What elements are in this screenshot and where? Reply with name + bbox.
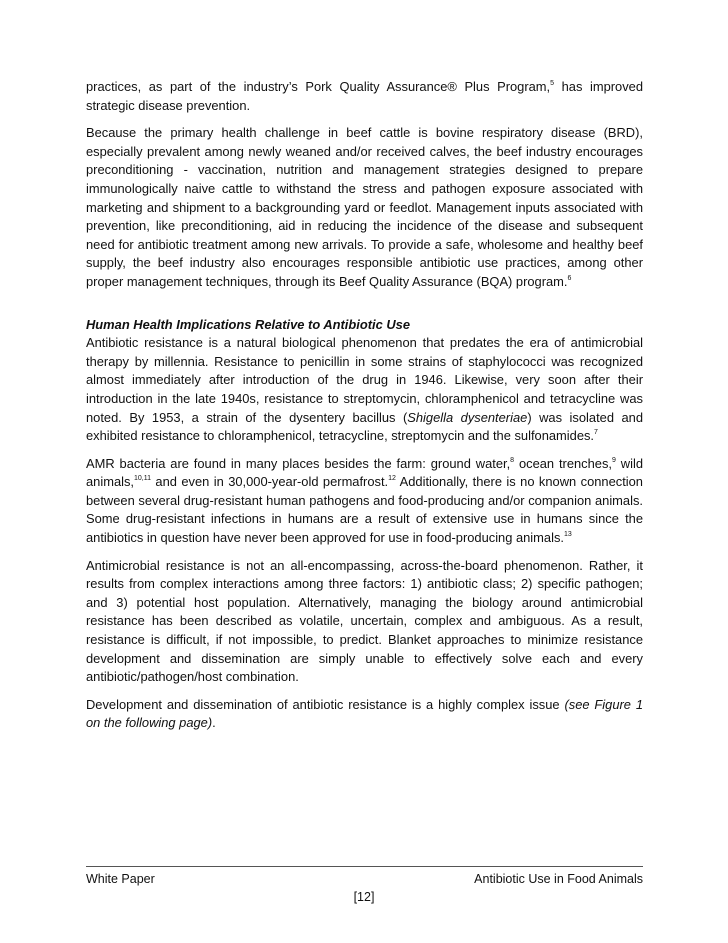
footer-divider — [86, 866, 643, 867]
text: practices, as part of the industry’s Pork Quality Assurance® Plus Program, — [86, 79, 551, 94]
text: ) was isolated and exhibited resistance to chloramphenicol, tetracycline, streptomycin and the sulfonamides. — [86, 409, 644, 444]
text: and even in 30,000-year-old permafrost. — [151, 474, 389, 490]
section-heading: Human Health Implications Relative to Antibiotic Use — [86, 316, 410, 332]
text: wild animals, — [86, 455, 643, 490]
footer-right: Antibiotic Use in Food Animals — [474, 872, 643, 886]
text: ocean trenches, — [514, 455, 612, 471]
paragraph-beef-brd — [86, 124, 643, 291]
text: AMR bacteria are found in many places besides the farm: ground water, — [86, 455, 511, 471]
figure-reference: (see Figure 1 on the following page) — [86, 696, 643, 731]
footnote-ref: 6 — [567, 274, 572, 282]
paragraph-development — [86, 696, 643, 733]
footnote-ref: 9 — [612, 456, 616, 464]
page-number: [12] — [353, 890, 375, 904]
footnote-ref: 8 — [510, 456, 515, 464]
footnote-ref: 13 — [563, 531, 572, 539]
text: Development and dissemination of antibiotic resistance is a highly complex issue — [86, 696, 565, 712]
footnote-ref: 12 — [388, 475, 396, 483]
paragraph-antibiotic-resistance — [86, 334, 643, 446]
text: has improved strategic disease prevention. — [86, 79, 643, 113]
paragraph-pork-quality — [86, 78, 643, 115]
species-name: Shigella dysenteriae — [407, 409, 528, 425]
footnote-ref: 5 — [550, 80, 555, 87]
text: Because the primary health challenge in beef cattle is bovine respiratory disease (BRD), especially prevalent among newly weaned and/or received calves, the beef industry encourages preconditioning - vaccination, nutrition and management strategies designed to prepare immunologically naive cattle to withstand the stress and pathogen exposure associated with marketing and shipment to a backgrounding yard or feedlot. Management inputs associated with prevention, like preconditioning, aid in reducing the incidence of the disease and subsequent need for antibiotic treatment among new arrivals. To provide a safe, wholesome and healthy beef supply, the beef industry also encourages responsible antibiotic use practices, among other proper management techniques, through its Beef Quality Assurance (BQA) program. — [86, 125, 643, 289]
footer-left: White Paper — [86, 872, 155, 886]
footnote-ref: 7 — [594, 429, 598, 437]
text: Additionally, there is no known connection between several drug-resistant human pathogens and food-producing and/or companion animals. Some drug-resistant infections in humans are a result of extensive use in humans since the antibiotics in question have never been approved for use in food-producing animals. — [86, 474, 643, 546]
text: . — [212, 715, 216, 731]
document-body — [86, 78, 643, 742]
paragraph-amr-bacteria — [86, 455, 643, 548]
footnote-ref: 10,11 — [134, 475, 151, 483]
paragraph-antimicrobial-resistance: Antimicrobial resistance is not an all-encompassing, across-the-board phenomenon. Rather, it results from complex interactions among three factors: 1) antibiotic class; 2) specific pathogen; and 3) potential host population. Alternatively, managing the biology around antimicrobial resistance has been described as volatile, uncertain, complex and ambiguous. As a result, resistance is difficult, if not impossible, to predict. Blanket approaches to minimize resistance development and dissemination are simply unable to effectively solve each and every antibiotic/pathogen/host combination. — [86, 557, 643, 685]
text: Antibiotic resistance is a natural biological phenomenon that predates the era of antimicrobial therapy by millennia. Resistance to penicillin in some strains of staphylococci was recognized almost immediately after introduction of the drug in 1946. Likewise, very soon after their introduction in the late 1940s, resistance to streptomycin, chloramphenicol and tetracycline was noted. By 1953, a strain of the dysentery bacillus ( — [86, 335, 643, 425]
